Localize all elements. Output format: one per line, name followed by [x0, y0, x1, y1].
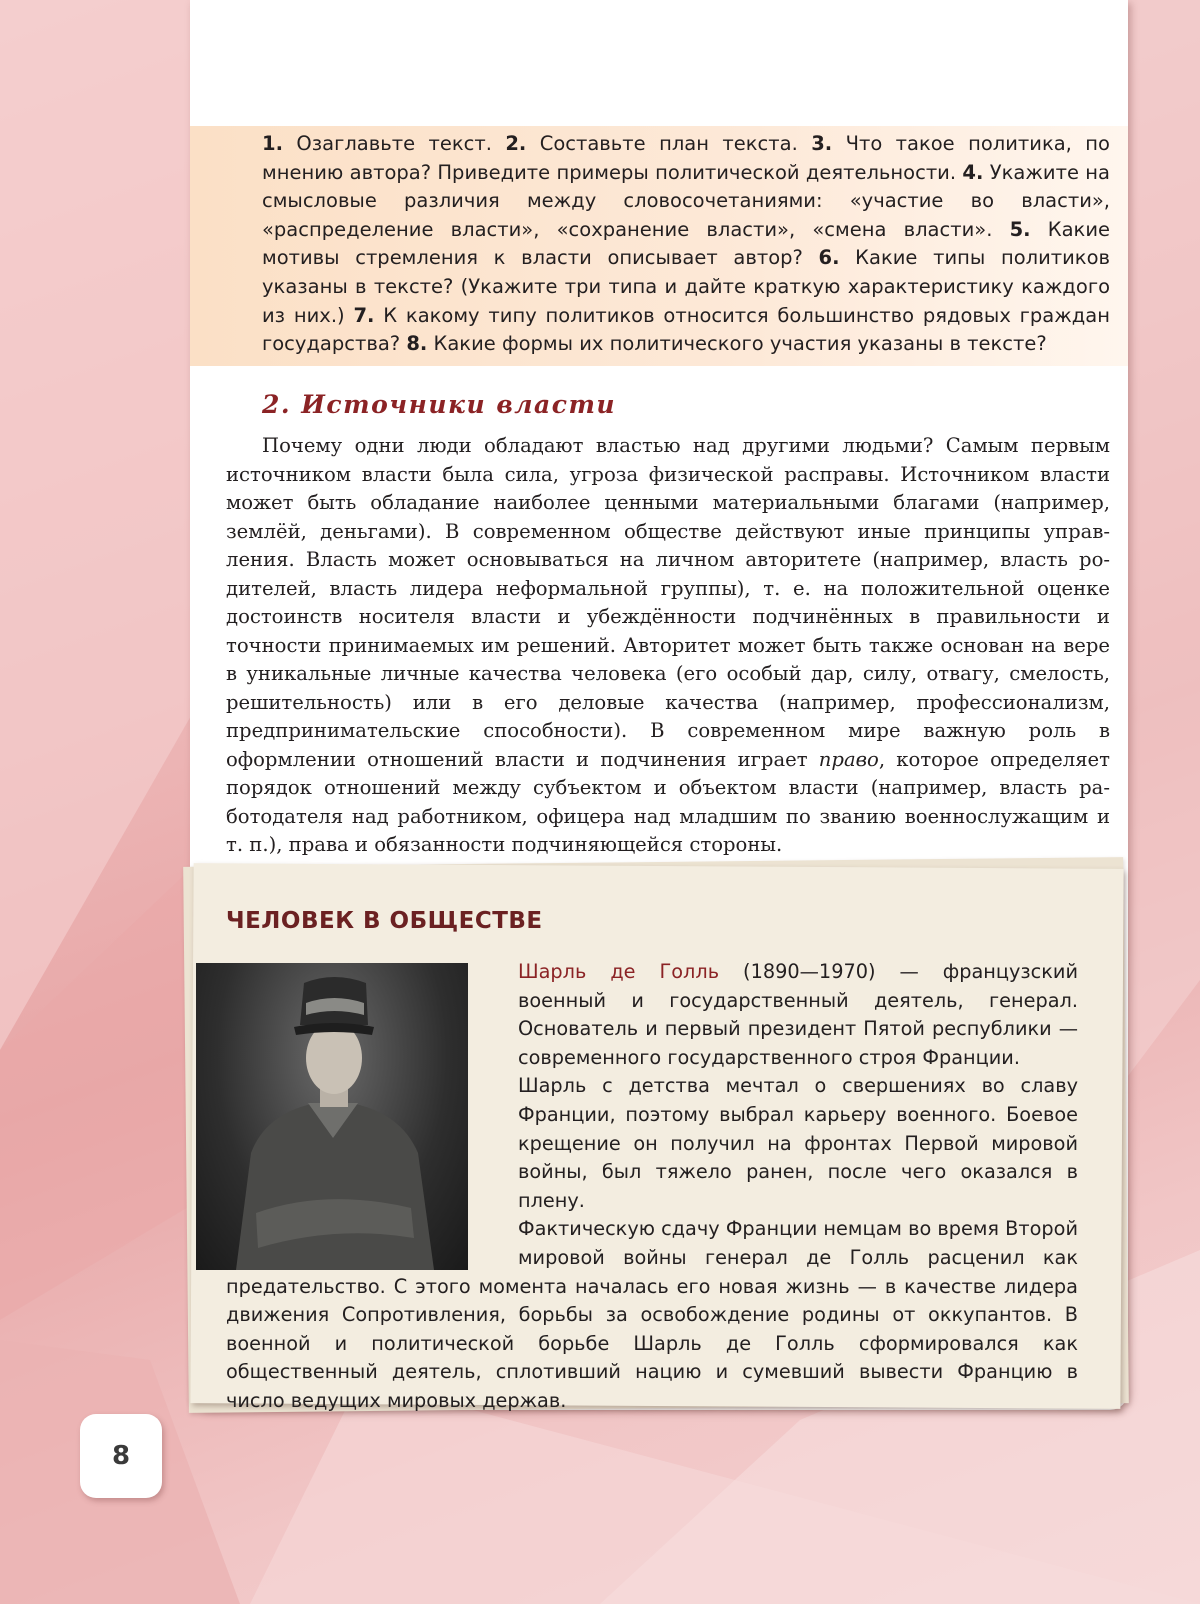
bio-paragraph: Шарль с детства мечтал о свершениях во славу Франции, поэтому выбрал карьеру военного. Боевое крещение он получил на фронтах Первой мировой войны, был тяжело ранен, после чего оказался в плену. [518, 1074, 1078, 1212]
question-number: 6. [818, 246, 840, 270]
question-text: Какие формы их политического участия указаны в тексте? [427, 332, 1047, 356]
question-text: Какие типы политиков указаны в тексте? (Укажите три типа и дайте краткую характеристику каждого из них.) [262, 246, 1110, 327]
emphasis-term: право [818, 747, 879, 771]
section-paragraph [226, 432, 1110, 860]
question-text: Что такое политика, по мнению автора? Приведите примеры политической деятельности. [262, 132, 1110, 184]
paragraph-text: , которое определяет порядок отношений между субъектом и объектом власти (например, власть работодателя над работником, офицера над младшим по званию военнослужащим и т. п.), права и обязанности подчиняющейся стороны. [226, 747, 1110, 856]
section-body [226, 432, 1110, 860]
question-text: К какому типу политиков относится большинство рядовых граждан государства? [262, 303, 1110, 356]
question-text: Составьте план текста. [526, 132, 812, 155]
person-biography [226, 958, 1078, 1416]
question-text: Озаглавьте текст. [282, 132, 506, 155]
question-number: 1. [262, 132, 283, 155]
photo-spacer [226, 958, 498, 1270]
question-number: 7. [353, 303, 375, 327]
bio-text: (1890—1970) — французский военный и государственный деятель, генерал. Основатель и первый президент Пятой республики — современного государственного строя Франции. [518, 960, 1078, 1069]
questions-list [262, 130, 1110, 359]
question-number: 8. [406, 332, 428, 356]
question-number: 5. [1009, 217, 1031, 241]
question-number: 4. [962, 160, 984, 184]
question-text: Какие мотивы стремления к власти описывает автор? [262, 217, 1110, 270]
section-title: 2. Источники власти [262, 390, 617, 419]
bio-paragraph: Фактическую сдачу Франции немцам во время Второй мировой войны генерал де Голль расценил как предательство. С этого момента началась его новая жизнь — в качестве лидера движения Сопротивления, борьбы за освобождение родины от оккупантов. В военной и политической борьбе Шарль де Голль сформировался как общественный деятель, сплотивший нацию и сумевший вывести Францию в число ведущих мировых держав. [226, 1217, 1078, 1412]
person-name: Шарль де Голль [518, 960, 720, 983]
box-title: ЧЕЛОВЕК В ОБЩЕСТВЕ [226, 908, 543, 934]
question-text: Укажите на смысловые различия между словосочетаниями: «участие во власти», «распределение власти», «сохранение власти», «смена власти». [262, 160, 1110, 241]
paragraph-text: Почему одни люди обладают властью над другими людьми? Самым первым источником власти была сила, угроза физической расправы. Источником власти может быть обладание наиболее ценными материальными благами (например, землёй, деньгами). В современном обществе действуют иные принципы управления. Власть может основываться на личном авторитете (например, власть родителей, власть лидера неформальной группы), т. е. на положительной оценке достоинств носителя власти и убеждённости подчинённых в правильности и точности принимаемых им решений. Авторитет может быть также основан на вере в уникальные личные качества человека (его особый дар, силу, отвагу, смелость, решительность) или в его деловые качества (например, профессионализм, предпринимательские способности). В современном мире важную роль в оформлении отношений власти и подчинения играет [226, 434, 1110, 771]
page-number: 8 [80, 1414, 162, 1498]
question-number: 2. [505, 132, 527, 155]
question-number: 3. [811, 132, 833, 155]
